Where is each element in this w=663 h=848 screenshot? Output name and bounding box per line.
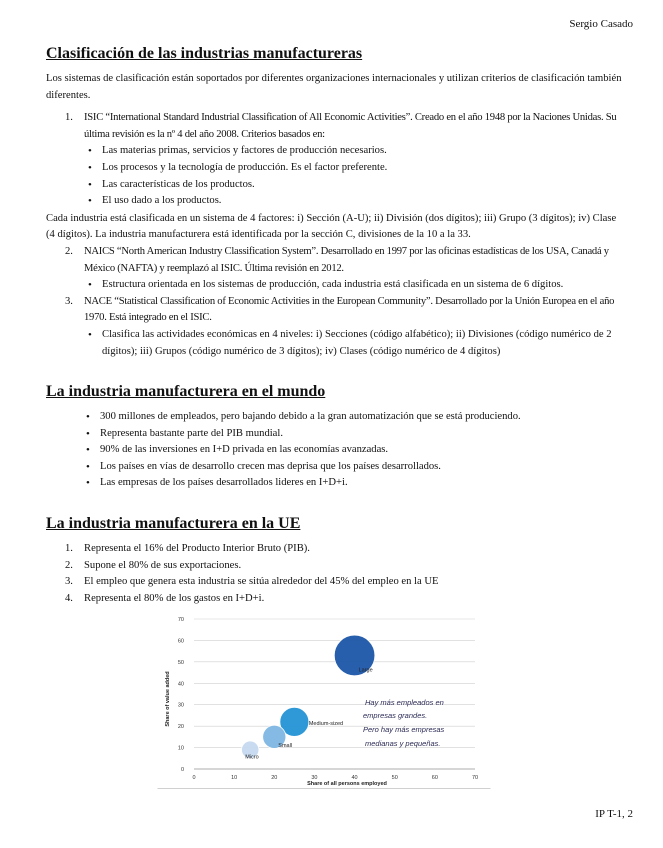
header-author: Sergio Casado [569, 18, 633, 30]
list-number: 1. [65, 112, 73, 124]
list-item: • 90% de las inversiones en I+D privada en las economías avanzadas. [82, 442, 626, 459]
section-title-ue: La industria manufacturera en la UE [46, 515, 301, 533]
list-item-text: NAICS “North American Industry Classification System”. Desarrollado en 1997 por las oficinas estadísticas de los USA, Canadá y México (NAFTA) y reemplazó al ISIC. Última revisión en 2012. [84, 245, 609, 274]
x-tick-label: 10 [231, 775, 238, 782]
list-item: • Representa bastante parte del PIB mundial. [82, 426, 626, 443]
list-item [46, 591, 626, 608]
annotation-line: Pero hay más empresas [363, 725, 445, 735]
list-item [46, 558, 626, 575]
list-item: • Las características de los productos. [84, 177, 626, 194]
list-item: • Los países en vías de desarrollo crecen mas deprisa que los países desarrollados. [82, 459, 626, 476]
list-number: 1. [65, 543, 73, 555]
bubble-label: Micro [245, 755, 259, 762]
list-item-text: El empleo que genera esta industria se sitúa alrededor del 45% del empleo en la UE [84, 576, 439, 588]
list-number: 4. [65, 592, 73, 604]
nace-list [84, 327, 626, 360]
list-item: • 300 millones de empleados, pero bajando debido a la gran automatización que se está produciendo. [82, 409, 626, 426]
list-item [46, 541, 626, 558]
list-number: 2. [65, 245, 73, 257]
x-tick-label: 30 [311, 775, 318, 782]
chart-x-axis-label: Share of all persons employed [307, 781, 387, 788]
list-item-isic [46, 110, 626, 143]
list-item-nace [46, 294, 626, 327]
bubble-label: Medium-sized [308, 721, 344, 728]
list-item: • Las materias primas, servicios y factores de producción necesarios. [84, 143, 626, 160]
list-item-text: Representa el 80% de los gastos en I+D+i. [84, 592, 265, 604]
x-tick-label: 20 [271, 775, 278, 782]
bubble-label: Large [358, 667, 373, 674]
list-item-text: Supone el 80% de sus exportaciones. [84, 559, 242, 571]
factors-paragraph: Cada industria está clasificada en un sistema de 4 factores: i) Sección (A-U); ii) División (dos dígitos); iii) Grupo (3 dígitos); iv) Clase (4 dígitos). La industria manufacturera está identificada por la sección C, divisiones de la 10 a la 33. [46, 212, 617, 241]
section-title-mundo: La industria manufacturera en el mundo [46, 383, 326, 401]
list-number: 3. [65, 576, 73, 588]
annotation-line: empresas grandes. [363, 711, 428, 721]
list-item: • Estructura orientada en los sistemas de producción, cada industria está clasificada en un sistema de 6 dígitos. [84, 277, 626, 294]
list-number: 2. [65, 559, 73, 571]
isic-criteria-list [84, 143, 626, 209]
list-item: • Los procesos y la tecnología de producción. Es el factor preferente. [84, 160, 626, 177]
intro-paragraph: Los sistemas de clasificación están soportados por diferentes organizaciones internacionales y utilizan criterios de clasificación también diferentes. [46, 73, 622, 101]
list-item: • El uso dado a los productos. [84, 193, 626, 210]
chart-y-axis-label: Share of value added [165, 671, 171, 728]
mundo-list [82, 409, 626, 492]
list-item: • Clasifica las actividades económicas en 4 niveles: i) Secciones (código alfabético); ii) Divisiones (código numérico de 2 dígitos); iii) Grupos (código numérico de 3 dígitos); iv) Clases (código numérico de 4 dígitos) [84, 327, 626, 360]
y-tick-label: 10 [177, 746, 184, 753]
y-tick-label: 30 [177, 703, 184, 710]
section-title-clasificacion: Clasificación de las industrias manufactureras [46, 45, 363, 62]
page-number: IP T-1, 2 [595, 808, 633, 820]
x-tick-label: 70 [471, 775, 479, 782]
y-tick-label: 0 [180, 767, 184, 774]
y-tick-label: 70 [177, 617, 184, 624]
y-tick-label: 60 [177, 638, 184, 645]
annotation-line: medianas y pequeñas. [365, 739, 441, 749]
document-body [46, 44, 626, 791]
list-item: • Las empresas de los países desarrollados lideres en I+D+i. [82, 475, 626, 492]
x-tick-label: 50 [391, 775, 398, 782]
annotation-line: Hay más empleados en [365, 698, 444, 708]
handwritten-annotation [363, 698, 445, 748]
chart-svg [157, 609, 491, 791]
list-item-text: Representa el 16% del Producto Interior Bruto (PIB). [84, 543, 310, 555]
y-tick-label: 20 [177, 724, 184, 731]
naics-list [84, 277, 626, 294]
y-tick-label: 50 [177, 660, 184, 667]
list-number: 3. [65, 295, 73, 307]
chart-bubbles [242, 636, 375, 762]
x-tick-label: 60 [431, 775, 438, 782]
y-tick-label: 40 [177, 681, 184, 688]
bubble-chart [157, 609, 491, 791]
list-item-text: NACE “Statistical Classification of Economic Activities in the European Community”. Desarrollado por la Unión Europea en el año 1970. Está integrado en el ISIC. [84, 295, 615, 324]
bubble-label: Small [278, 743, 293, 750]
x-tick-label: 40 [351, 775, 358, 782]
list-item [46, 574, 626, 591]
list-item-naics [46, 244, 626, 277]
x-tick-label: 0 [192, 775, 196, 782]
list-item-text: ISIC “International Standard Industrial Classification of All Economic Activities”. Creado en el año 1948 por la Naciones Unidas. Su última revisión es la nº 4 del año 2008. Criterios basados en: [84, 112, 617, 140]
